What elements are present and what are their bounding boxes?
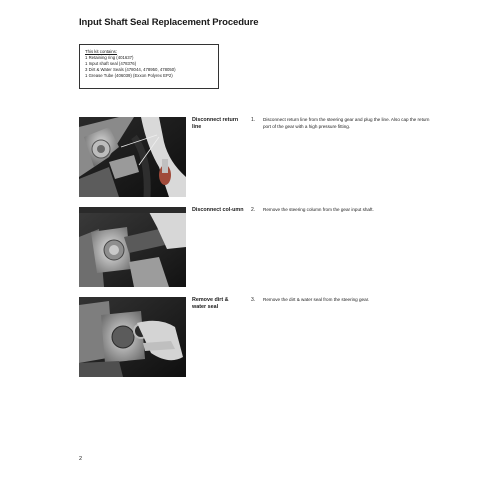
kit-item: 1 Input shaft seal (478376) — [85, 61, 137, 66]
steering-gear-return-line-photo — [79, 117, 186, 197]
kit-contents-box — [79, 44, 219, 89]
page-number: 2 — [79, 456, 83, 462]
kit-item: 1 Retaining ring (401637) — [85, 55, 134, 60]
step-text: Remove the steering column from the gear input shaft. — [263, 207, 374, 212]
page-title: Input Shaft Seal Replacement Procedure — [79, 17, 259, 28]
step-title: Disconnect col-umn — [192, 207, 244, 213]
kit-heading: This kit contains: — [85, 49, 118, 54]
step-3-photo — [79, 297, 186, 377]
steering-column-disconnect-photo — [79, 207, 186, 287]
step-text: Remove the dirt & water seal from the steering gear. — [263, 297, 370, 302]
dirt-water-seal-removal-photo — [79, 297, 186, 377]
step-2-photo — [79, 207, 186, 287]
step-number: 1. — [251, 117, 256, 123]
step-1-photo — [79, 117, 186, 197]
step-title: Disconnect return line — [192, 117, 239, 130]
step-title: Remove dirt & water seal — [192, 297, 229, 310]
step-number: 2. — [251, 207, 256, 213]
step-number: 3. — [251, 297, 256, 303]
kit-item: 1 Grease Tube (406039) (Exxon Polyrex EP2) — [85, 73, 173, 78]
step-text: Disconnect return line from the steering gear and plug the line. Also cap the return port of the gear with a high pressure fitting. — [263, 117, 430, 129]
kit-item: 3 Dirt & Water Seals (478044, 478950, 478050) — [85, 67, 176, 72]
